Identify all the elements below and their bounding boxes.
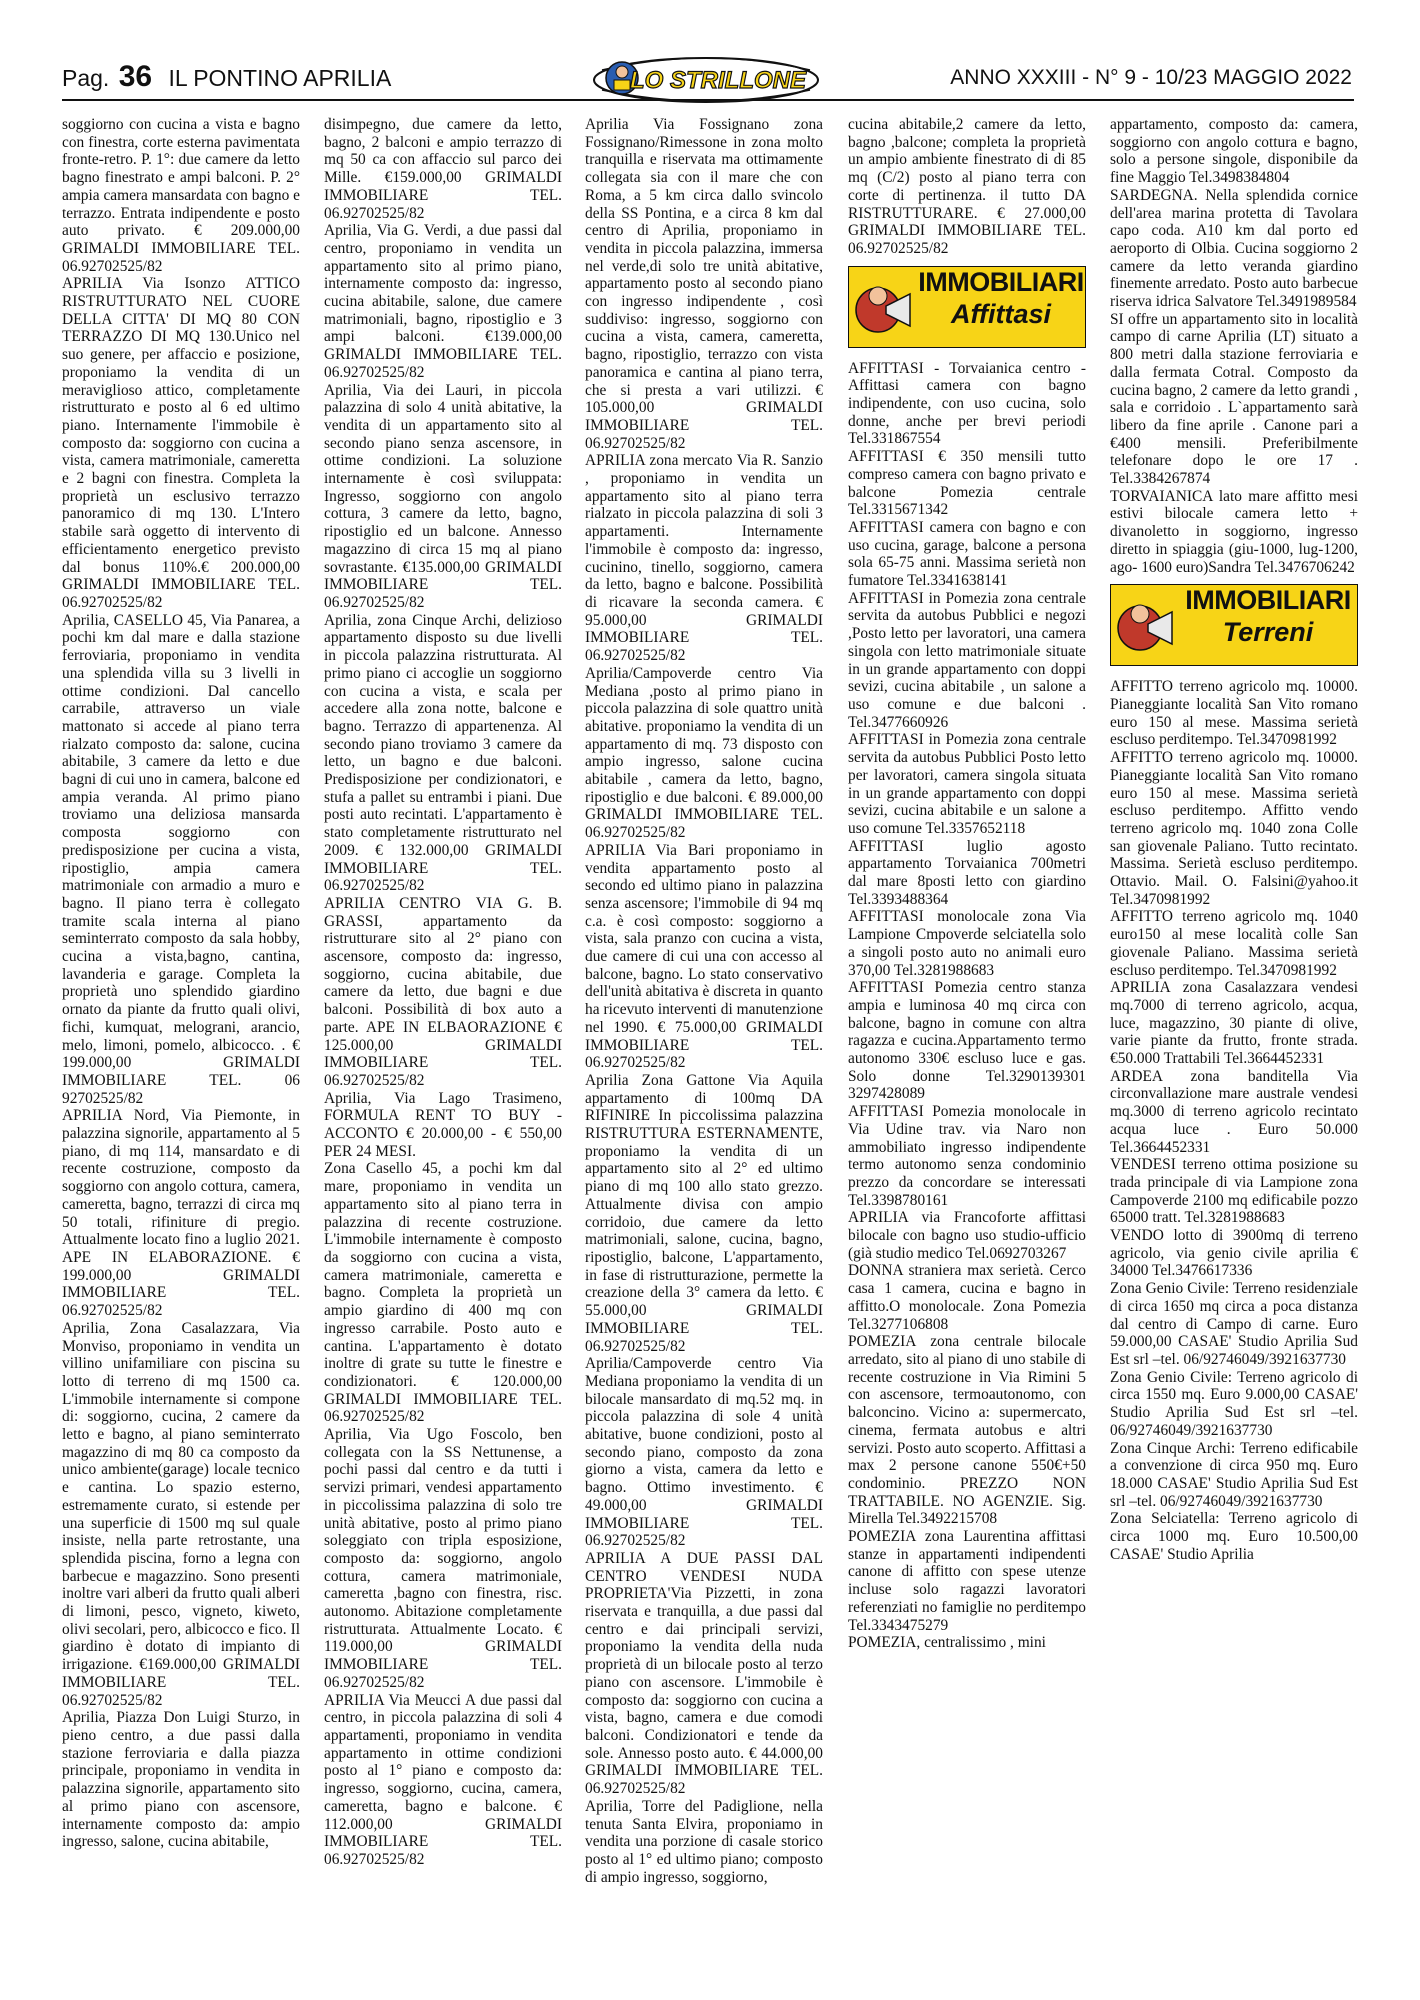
classified-ad: DONNA straniera max serietà. Cerco casa 1 camera, cucina e bagno in affitto.O monolocale. Zona Pomezia Tel.3277106808	[848, 1262, 1086, 1333]
classified-ad: POMEZIA, centralissimo , mini	[848, 1634, 1046, 1652]
classified-ad: SI offre un appartamento sito in località campo di carne Aprilia (LT) situato a 800 metri dalla stazione ferroviaria e dalla fermata Cotral. Composto da cucina bagno, 2 camere da letto grandi , sala e corridoio . L`appartamento sarà libero da fine aprile . Canone pari a €400 mensili. Preferibilmente telefonare dopo le ore 17 . Tel.3384267874	[1110, 310, 1358, 488]
column-4	[848, 116, 1086, 1986]
column-1	[62, 116, 300, 1986]
classified-ad: Zona Genio Civile: Terreno residenziale di circa 1650 mq circa a poca distanza dal centro di Campo di carne. Euro 59.000,00 CASAE' Studio Aprilia Sud Est srl –tel. 06/92746049/3921637730	[1110, 1280, 1358, 1368]
classified-ad: Aprilia, Via Ugo Foscolo, ben collegata con la SS Nettunense, a pochi passi dal centro e da tutti i servizi primari, vendesi appartamento in piccolissima palazzina di solo tre unità abitative, posto al primo piano soleggiato con tripla esposizione, composto da: soggiorno, angolo cottura, camera matrimoniale, cameretta ,bagno con finestra, risc. autonomo. Abitazione completamente ristrutturata. Attualmente Locato. € 119.000,00 GRIMALDI IMMOBILIARE TEL. 06.92702525/82	[324, 1426, 562, 1691]
banner-title: IMMOBILIARI	[1185, 585, 1351, 616]
banner-title: IMMOBILIARI	[918, 266, 1084, 297]
classified-ad: VENDO lotto di 3900mq di terreno agricolo, via genio civile aprilia € 34000 Tel.3476617336	[1110, 1227, 1358, 1280]
classified-ad: AFFITTO terreno agricolo mq. 10000. Pianeggiante località San Vito romano euro 150 al mese. Massima serietà escluso perditempo. Affitto vendo terreno agricolo mq. 1040 zona Colle san giovenale Paliano. Tutto recintato. Massima. Serietà escluso perditempo. Ottavio. Mail. O. Falsini@yahoo.it Tel.3470981992	[1110, 749, 1358, 908]
classified-ad: Zona Cinque Archi: Terreno edificabile a convenzione di circa 950 mq. Euro 18.000 CASAE' Studio Aprilia Sud Est srl –tel. 06/92746049/3921637730	[1110, 1439, 1358, 1510]
classified-ad: Zona Casello 45, a pochi km dal mare, proponiamo in vendita un appartamento sito al piano terra in palazzina di recente costruzione. L'immobile internamente è composto da soggiorno con cucina a vista, camera matrimoniale, cameretta e bagno. Completa la proprietà un ampio giardino di 400 mq con ingresso carrabile. Posto auto e cantina. L'appartamento è dotato inoltre di grate su tutte le finestre e condizionatori. € 120.000,00 GRIMALDI IMMOBILIARE TEL. 06.92702525/82	[324, 1160, 562, 1426]
page-header	[0, 0, 1420, 110]
classified-ad: Aprilia, Via Lago Trasimeno, FORMULA RENT TO BUY - ACCONTO € 20.000,00 - € 550,00 PER 24 MESI.	[324, 1089, 562, 1160]
classified-ad: disimpegno, due camere da letto, bagno, 2 balconi e ampio terrazzo di mq 50 ca con affaccio sul parco dei Mille. €159.000,00 GRIMALDI IMMOBILIARE TEL. 06.92702525/82	[324, 116, 562, 222]
classified-ad: AFFITTO terreno agricolo mq. 10000. Pianeggiante località San Vito romano euro 150 al mese. Massima serietà escluso perditempo. Tel.3470981992	[1110, 678, 1358, 749]
classified-ad: Aprilia Via Fossignano zona Fossignano/Rimessone in zona molto tranquilla e riservata ma ottimamente collegata sia con il mare che con Roma, a 5 km circa dallo svincolo della SS Pontina, e a circa 8 km dal centro di Aprilia, proponiamo in vendita in piccola palazzina, immersa nel verde,di solo tre unità abitative, appartamento posto al secondo piano con ingresso indipendente , così suddiviso: ingresso, soggiorno con cucina a vista, camera, cameretta, bagno, ripostiglio, terrazzo con vista panoramica e cantina al piano terra, che si presta a vari utilizzi. € 105.000,00 GRIMALDI IMMOBILIARE TEL. 06.92702525/82	[585, 116, 823, 452]
issue-info: ANNO XXXIII - N° 9 - 10/23 MAGGIO 2022	[950, 66, 1352, 89]
classified-ad: TORVAIANICA lato mare affitto mesi estivi bilocale camera letto + divanoletto in soggiorno, ingresso diretto in spiaggia (giu-1000, lug-1200, ago- 1600 euro)Sandra Tel.3476706242	[1110, 487, 1358, 576]
classified-ad: Aprilia, Zona Casalazzara, Via Monviso, proponiamo in vendita un villino unifamiliare con piscina su lotto di terreno di mq 1500 ca. L'immobile internamente si compone di: soggiorno, cucina, 2 camere da letto e bagno, al piano seminterrato magazzino di mq 80 ca composto da unico ambiente(garage) locale tecnico e cantina. Lo spazio esterno, estremamente curato, si estende per una superficie di 1500 mq sul quale insiste, nella parte retrostante, una splendida piscina, forno a legna con barbecue e magazzino. Sono presenti inoltre vari alberi da frutto quali alberi di limoni, pesco, vigneto, kiweto, olivi secolari, pero, albicocco e fico. Il giardino è dotato di impianto di irrigazione. €169.000,00 GRIMALDI IMMOBILIARE TEL. 06.92702525/82	[62, 1319, 300, 1709]
page-number-block	[62, 60, 391, 94]
classified-ad: APRILIA Nord, Via Piemonte, in palazzina signorile, appartamento al 5 piano, di mq 114, mansardato e di recente costruzione, composto da soggiorno con angolo cottura, camera, cameretta, bagno, terrazzi di circa mq 50 totali, rifiniture di pregio. Attualmente locato fino a luglio 2021. APE IN ELABORAZIONE. € 199.000,00 GRIMALDI IMMOBILIARE TEL. 06.92702525/82	[62, 1107, 300, 1320]
classified-ad: POMEZIA zona centrale bilocale arredato, sito al piano di uno stabile di recente costruzione in Via Rimini 5 con ascensore, termoautonomo, con balconcino. Vicino a: supermercato, cinema, fermata autobus e altri servizi. Posto auto scoperto. Affittasi a max 2 persone canone 550€+50 condominio. PREZZO NON TRATTABILE. NO AGENZIE. Sig. Mirella Tel.3492215708	[848, 1333, 1086, 1528]
classified-ad: Aprilia Zona Gattone Via Aquila appartamento di 100mq DA RIFINIRE In piccolissima palazzina RISTRUTTURA ESTERNAMENTE, proponiamo la vendita di un appartamento sito al 2° ed ultimo piano di mq 100 allo stato grezzo. Attualmente divisa con ampio corridoio, due camere da letto matrimoniali, salone, cucina, bagno, ripostiglio, balcone, L'appartamento, in fase di ristrutturazione, permette la creazione della 3° camera da letto. € 55.000,00 GRIMALDI IMMOBILIARE TEL. 06.92702525/82	[585, 1071, 823, 1355]
classified-ad: Aprilia/Campoverde centro Via Mediana proponiamo la vendita di un bilocale mansardato di mq.52 mq. in piccola palazzina di sole 4 unità abitative, buone condizioni, posto al secondo piano, composto da zona giorno a vista, camera da letto e bagno. Ottimo investimento. € 49.000,00 GRIMALDI IMMOBILIARE TEL. 06.92702525/82	[585, 1355, 823, 1550]
classified-ad: VENDESI terreno ottima posizione su trada principale di via Lampione zona Campoverde 2100 mq edificabile pozzo 65000 tratt. Tel.3281988683	[1110, 1156, 1358, 1227]
banner-subtitle: Terreni	[1222, 617, 1314, 648]
page-label: Pag.	[62, 65, 110, 91]
classified-ad: APRILIA zona Casalazzara vendesi mq.7000 di terreno agricolo, acqua, luce, magazzino, 30 piante di olive, varie piante da frutto, fronte strada. €50.000 Trattabili Tel.3664452331	[1110, 979, 1358, 1068]
classified-ad: cucina abitabile,2 camere da letto, bagno ,balcone; completa la proprietà un ampio ambiente finestrato di di 85 mq (C/2) posto al piano terra con corte di pertinenza. il tutto DA RISTRUTTURARE. € 27.000,00 GRIMALDI IMMOBILIARE TEL. 06.92702525/82	[848, 116, 1086, 257]
classified-ad: AFFITTASI Pomezia centro stanza ampia e luminosa 40 mq circa con balcone, bagno in comune con altra ragazza e cucina.Appartamento termo autonomo 330€ escluso luce e gas. Solo donne Tel.3290139301 3297428089	[848, 979, 1086, 1103]
classified-ad: Aprilia, Piazza Don Luigi Sturzo, in pieno centro, a due passi dalla stazione ferroviaria e dalla piazza principale, proponiamo in vendita in palazzina signorile, appartamento sito al primo piano con ascensore, internamente composto da: ampio ingresso, salone, cucina abitabile,	[62, 1709, 300, 1851]
classified-ad: Zona Selciatella: Terreno agricolo di circa 1000 mq. Euro 10.500,00 CASAE' Studio Aprilia	[1110, 1510, 1358, 1563]
classified-ad: Aprilia, Via dei Lauri, in piccola palazzina di solo 4 unità abitative, la vendita di un appartamento sito al secondo piano senza ascensore, in ottime condizioni. La soluzione internamente è così sviluppata: Ingresso, soggiorno con angolo cottura, 3 camere da letto, bagno, ripostiglio ed un balcone. Annesso magazzino di circa 15 mq al piano sovrastante. €135.000,00 GRIMALDI IMMOBILIARE TEL. 06.92702525/82	[324, 381, 562, 611]
classified-ad: AFFITTASI monolocale zona Via Lampione Cmpoverde selciatella solo a singoli posto auto no animali euro 370,00 Tel.3281988683	[848, 908, 1086, 979]
classified-ad: Aprilia, Torre del Padiglione, nella tenuta Santa Elvira, proponiamo in vendita una porzione di casale storico posto al 1° ed ultimo piano; composto di ampio ingresso, soggiorno,	[585, 1797, 823, 1886]
section-banner-affittasi	[848, 266, 1086, 348]
classified-ad: APRILIA CENTRO VIA G. B. GRASSI, appartamento da ristrutturare sito al 2° piano con ascensore, composto da: ingresso, soggiorno, cucina abitabile, due camere da letto, due bagni e due balconi. Possibilità di box auto a parte. APE IN ELBAORAZIONE € 125.000,00 GRIMALDI IMMOBILIARE TEL. 06.92702525/82	[324, 894, 562, 1089]
classified-ad: AFFITTASI € 350 mensili tutto compreso camera con bagno privato e balcone Pomezia centrale Tel.3315671342	[848, 448, 1086, 519]
classified-ad: appartamento, composto da: camera, soggiorno con angolo cottura e bagno, solo a persone singole, disponibile da fine Maggio Tel.3498384804	[1110, 116, 1358, 187]
column-5	[1110, 116, 1358, 1986]
classified-ad: Aprilia/Campoverde centro Via Mediana ,posto al primo piano in piccola palazzina di sole quattro unità abitative. proponiamo la vendita di un appartamento di mq. 73 disposto con ampio ingresso, salone cucina abitabile , camera da letto, bagno, ripostiglio e due balconi. € 89.000,00 GRIMALDI IMMOBILIARE TEL. 06.92702525/82	[585, 664, 823, 842]
classified-ad: SARDEGNA. Nella splendida cornice dell'area marina protetta di Tavolara capo coda. A10 km dal porto ed aeroporto di Olbia. Cucina soggiorno 2 camere da letto veranda giardino finemente arredato. Posto auto barbecue riserva idrica Salvatore Tel.3491989584	[1110, 186, 1358, 311]
classified-ad: ARDEA zona banditella Via circonvallazione mare australe vendesi mq.3000 di terreno agricolo recintato acqua luce . Euro 50.000 Tel.3664452331	[1110, 1067, 1358, 1156]
classified-ad: APRILIA via Francoforte affittasi bilocale con bagno uso studio-ufficio (già studio medico Tel.0692703267	[848, 1209, 1086, 1262]
lo-strillone-logo	[588, 50, 824, 106]
classified-ad: APRILIA Via Isonzo ATTICO RISTRUTTURATO NEL CUORE DELLA CITTA' DI MQ 80 CON TERRAZZO DI MQ 130.Unico nel suo genere, per affaccio e posizione, proponiamo la vendita di un meraviglioso attico, completamente ristrutturato e posto al 6 ed ultimo piano. Internamente l'immobile è composto da: soggiorno con cucina a vista, camera matrimoniale, cameretta e 2 bagni con finestra. Completa la proprietà un esclusivo terrazzo panoramico di mq 130. L'Intero stabile sarà oggetto di intervento di efficientamento energetico previsto dal bonus 110%.€ 200.000,00 GRIMALDI IMMOBILIARE TEL. 06.92702525/82	[62, 275, 300, 611]
column-2	[324, 116, 562, 1986]
classified-ad: Aprilia, CASELLO 45, Via Panarea, a pochi km dal mare e dalla stazione ferroviaria, proponiamo in vendita una splendida villa su 3 livelli in ottime condizioni. Dal cancello carrabile, attraverso un viale mattonato si accede al piano terra rialzato composto da: salone, cucina abitabile, 3 camere da letto e due bagni di cui uno in camera, balcone ed ampia veranda. Al primo piano troviamo una deliziosa mansarda composta soggiorno con predisposizione per cucina a vista, ripostiglio, ampia camera matrimoniale con armadio a muro e bagno. Il piano terra è collegato tramite scala interna al piano seminterrato composto da sala hobby, cucina a vista,bagno, cantina, lavanderia e garage. Completa la proprietà uno splendido giardino ornato da piante da frutto quali olivi, fichi, kumquat, melograni, arancio, melo, limoni, pomelo, albicocco. . € 199.000,00 GRIMALDI IMMOBILIARE TEL. 06 92702525/82	[62, 611, 300, 1107]
classified-ad: APRILIA zona mercato Via R. Sanzio , proponiamo in vendita un appartamento sito al piano terra rialzato in piccola palazzina di soli 3 appartamenti. Internamente l'immobile è composto da: ingresso, cucinino, tinello, soggiorno, camera da letto, bagno e balcone. Possibilità di ricavare la seconda camera. € 95.000,00 GRIMALDI IMMOBILIARE TEL. 06.92702525/82	[585, 452, 823, 665]
publication-name: IL PONTINO APRILIA	[168, 65, 392, 91]
column-3	[585, 116, 823, 1986]
classified-ad: APRILIA Via Meucci A due passi dal centro, in piccola palazzina di soli 4 appartamenti, proponiamo in vendita appartamento in ottime condizioni posto al 1° piano e composto da: ingresso, soggiorno, cucina, camera, cameretta, bagno e balcone. € 112.000,00 GRIMALDI IMMOBILIARE TEL. 06.92702525/82	[324, 1691, 562, 1868]
classified-ad: AFFITTASI in Pomezia zona centrale servita da autobus Pubblici Posto letto per lavoratori, camera singola situata in un grande appartamento con doppi sevizi, cucina abitabile e un salone a uso comune Tel.3357652118	[848, 731, 1086, 837]
section-banner-terreni	[1110, 584, 1358, 666]
classified-ad: AFFITTASI camera con bagno e con uso cucina, garage, balcone a persona sola 65-75 anni. Massima serietà non fumatore Tel.3341638141	[848, 518, 1086, 590]
svg-text:LO STRILLONE: LO STRILLONE	[630, 67, 806, 94]
classified-ad: POMEZIA zona Laurentina affittasi stanze in appartamenti indipendenti canone di affitto con spese utenze incluse solo ragazzi lavoratori referenziati no famiglie no perditempo Tel.3343475279	[848, 1528, 1086, 1634]
classified-ad: Aprilia, Via G. Verdi, a due passi dal centro, proponiamo in vendita un appartamento sito al primo piano, internamente composto da: ingresso, cucina abitabile, salone, due camere matrimoniali, bagno, ripostiglio e 3 ampi balconi. €139.000,00 GRIMALDI IMMOBILIARE TEL. 06.92702525/82	[324, 222, 562, 381]
classified-ad: AFFITTO terreno agricolo mq. 1040 euro150 al mese località colle San giovenale Paliano. Massima serietà escluso perditempo. Tel.3470981992	[1110, 908, 1358, 979]
page-number: 36	[118, 60, 153, 93]
classified-ad: AFFITTASI in Pomezia zona centrale servita da autobus Pubblici e negozi ,Posto letto per lavoratori, una camera singola con letto matrimoniale situate in un grande appartamento con doppi sevizi, cucina abitabile , un salone a uso comune e due balconi . Tel.3477660926	[848, 589, 1086, 731]
header-rule	[62, 99, 1354, 101]
classified-ad: Aprilia, zona Cinque Archi, delizioso appartamento disposto su due livelli in piccola palazzina ristrutturata. Al primo piano ci accoglie un soggiorno con cucina a vista, e scala per accedere alla zona notte, balcone e bagno. Terrazzo di appartenenza. Al secondo piano troviamo 3 camere da letto, un bagno e due balconi. Predisposizione per condizionatori, e stufa a pallet su entrambi i piani. Due posti auto recintati. L'appartamento è stato completamente ristrutturato nel 2009. € 132.000,00 GRIMALDI IMMOBILIARE TEL. 06.92702525/82	[324, 611, 562, 895]
banner-subtitle: Affittasi	[950, 298, 1051, 329]
classified-ad: Zona Genio Civile: Terreno agricolo di circa 1550 mq. Euro 9.000,00 CASAE' Studio Aprilia Sud Est srl –tel. 06/92746049/3921637730	[1110, 1368, 1358, 1439]
classified-ad: APRILIA A DUE PASSI DAL CENTRO VENDESI NUDA PROPRIETA'Via Pizzetti, in zona riservata e tranquilla, a due passi dal centro e dai principali servizi, proponiamo la vendita della nuda proprietà di un bilocale posto al terzo piano con ascensore. L'immobile è composto da: soggiorno con cucina a vista, bagno, camera e due comodi balconi. Condizionatori e tende da sole. Annesso posto auto. € 44.000,00 GRIMALDI IMMOBILIARE TEL. 06.92702525/82	[585, 1549, 823, 1798]
classified-ad: AFFITTASI - Torvaianica centro - Affittasi camera con bagno indipendente, con uso cucina, solo donne, anche per brevi periodi Tel.331867554	[848, 359, 1086, 448]
classified-ad: AFFITTASI luglio agosto appartamento Torvaianica 700metri dal mare 8posti letto con giardino Tel.3393488364	[848, 837, 1086, 908]
classified-ad: soggiorno con cucina a vista e bagno con finestra, corte esterna pavimentata fronte-retro. P. 1°: due camere da letto bagno finestrato e ampi balconi. P. 2° ampia camera mansardata con bagno e terrazzo. Entrata indipendente e posto auto privato. € 209.000,00 GRIMALDI IMMOBILIARE TEL. 06.92702525/82	[62, 116, 300, 275]
classified-ad: AFFITTASI Pomezia monolocale in Via Udine trav. via Naro non ammobiliato ingresso indipendente termo autonomo senza condominio prezzo da concordare se interessati Tel.3398780161	[848, 1103, 1086, 1209]
classified-ad: APRILIA Via Bari proponiamo in vendita appartamento posto al secondo ed ultimo piano in palazzina senza ascensore; l'immobile di 94 mq c.a. è così composto: soggiorno a vista, sala pranzo con cucina a vista, due camere di cui una con accesso al balcone, bagno. Lo stato conservativo dell'unità abitativa è discreta in quanto ha ricevuto interventi di manutenzione nel 1990. € 75.000,00 GRIMALDI IMMOBILIARE TEL. 06.92702525/82	[585, 841, 823, 1072]
